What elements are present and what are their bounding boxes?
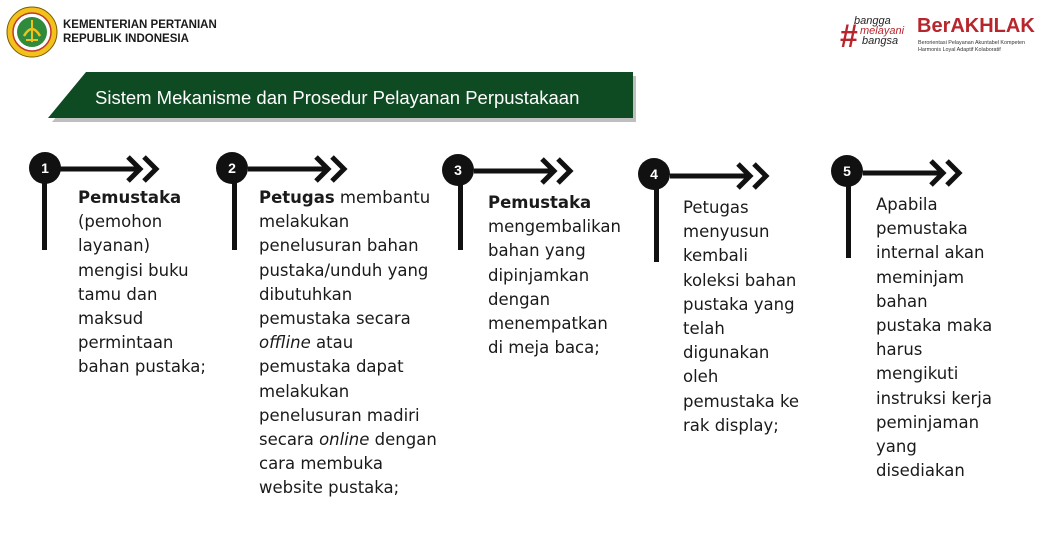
step-2-arrow-icon <box>248 153 352 185</box>
kementan-emblem-icon <box>6 6 58 58</box>
step-2-actor: Petugas <box>259 188 335 207</box>
step-4-badge: 4 <box>638 158 670 190</box>
step-5-text <box>876 193 998 483</box>
hashtag-icon: # <box>840 18 858 54</box>
step-1-description: (pemohon layanan) mengisi buku tamu dan maksud permintaan bahan pustaka; <box>78 212 206 377</box>
step-5-line <box>846 176 851 258</box>
step-1-actor: Pemustaka <box>78 188 182 207</box>
step-2-badge: 2 <box>216 152 248 184</box>
step-2-description-c: dengan cara membuka website pustaka; <box>259 430 437 498</box>
step-2-description-a: membantu melakukan penelusuran bahan pustaka/unduh yang dibutuhkan pemustaka secara <box>259 188 431 329</box>
hashtag-line-1: bangga <box>854 15 891 27</box>
step-4-text <box>683 196 803 438</box>
step-2-text <box>259 186 437 501</box>
step-2-description-b: atau pemustaka dapat melakukan penelusuran madiri secara <box>259 333 420 450</box>
organization-name <box>63 18 217 46</box>
step-3-arrow-icon <box>474 155 578 187</box>
step-5-arrow-icon <box>863 157 967 189</box>
title-banner <box>48 72 640 126</box>
step-1-text <box>78 186 210 380</box>
brand-values <box>918 40 1025 53</box>
org-line-1: KEMENTERIAN PERTANIAN <box>63 19 217 31</box>
step-4-line <box>654 180 659 262</box>
step-3-description: mengembalikan bahan yang dipinjamkan dengan menempatkan di meja baca; <box>488 217 621 358</box>
step-4-arrow-icon <box>670 160 774 192</box>
step-1-arrow-icon <box>60 153 164 185</box>
page-title: Sistem Mekanisme dan Prosedur Pelayanan Perpustakaan <box>95 87 580 108</box>
org-line-2: REPUBLIK INDONESIA <box>63 33 189 45</box>
step-2-offline: offline <box>259 333 311 353</box>
hashtag-line-2: melayani <box>860 25 905 37</box>
step-5-description: Apabila pemustaka internal akan meminjam bahan pustaka maka harus mengikuti instruksi kerja peminjaman yang disediakan <box>876 195 993 481</box>
step-3-badge: 3 <box>442 154 474 186</box>
berakhlak-brand <box>840 14 1045 54</box>
step-5-badge: 5 <box>831 155 863 187</box>
step-3-actor: Pemustaka <box>488 193 592 212</box>
step-4-description: Petugas menyusun kembali koleksi bahan pustaka yang telah digunakan oleh pemustaka ke rak display; <box>683 198 800 435</box>
step-3-text <box>488 191 628 360</box>
brand-values-line-2: Harmonis Loyal Adaptif Kolaboratif <box>918 46 1001 53</box>
brand-name: BerAKHLAK <box>917 15 1035 37</box>
step-1-badge: 1 <box>29 152 61 184</box>
brand-hashtag <box>854 16 904 46</box>
step-2-online: online <box>319 430 370 450</box>
brand-values-line-1: Berorientasi Pelayanan Akuntabel Kompeten <box>918 40 1025 46</box>
hashtag-line-3: bangsa <box>862 35 899 47</box>
